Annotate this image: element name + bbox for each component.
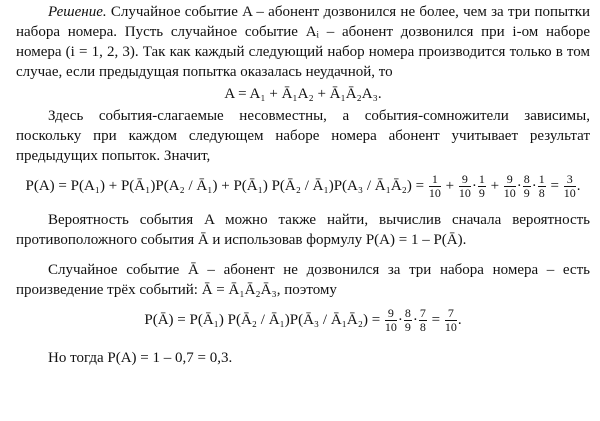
paragraph-solution [16, 2, 590, 82]
equation-2: P(A) = P(A₁) + P(Ā₁)P(A₂ / Ā₁) + P(Ā₁) P(Ā₂ / Ā₁)P(A₃ / Ā₁Ā₂) = $\frac{1}{10}$ + $\frac{9}{10}$ · $\frac{1}{9}$ + $\frac{9}{10}$ · $\frac{8}{9}$ · $\frac{1}{8}$ = $\frac{3}{10}$ . [25, 172, 581, 201]
fraction: $\frac{7}{8}$ [419, 306, 426, 335]
fraction: $\frac{3}{10}$ [563, 172, 576, 201]
equation-2-text: P(A) = P(A₁) + P(Ā₁)P(A₂ / Ā₁) + P(Ā₁) P(Ā₂ / Ā₁)P(A₃ / Ā₁Ā₂) = [25, 178, 425, 194]
fraction: $\frac{9}{10}$ [503, 172, 516, 201]
fraction: $\frac{9}{10}$ [458, 172, 471, 201]
paragraph-complement: Случайное событие Ā – абонент не дозвонился за три набора номера – есть произведение трёх событий: Ā = Ā₁Ā₂Ā₃, поэтому [16, 262, 590, 299]
fraction: $\frac{1}{8}$ [538, 172, 545, 201]
paragraph-probability: Вероятность события A можно также найти, вычислив сначала вероятность противоположного события Ā и использовав формулу P(A) = 1 – P(Ā). [16, 212, 590, 249]
fraction: $\frac{8}{9}$ [404, 306, 411, 335]
equation-3-text: P(Ā) = P(Ā₁) P(Ā₂ / Ā₁)P(Ā₃ / Ā₁Ā₂) = [144, 312, 381, 329]
fraction: $\frac{1}{9}$ [478, 172, 485, 201]
fraction: $\frac{7}{10}$ [444, 306, 457, 335]
fraction: $\frac{1}{10}$ [428, 172, 441, 201]
paragraph-conclusion: Но тогда P(A) = 1 – 0,7 = 0,3. [48, 350, 233, 367]
fraction: $\frac{8}{9}$ [523, 172, 530, 201]
fraction: $\frac{9}{10}$ [384, 306, 397, 335]
solution-label: Решение. [48, 4, 107, 20]
equation-3: P(Ā) = P(Ā₁) P(Ā₂ / Ā₁)P(Ā₃ / Ā₁Ā₂) = $\frac{9}{10}$ · $\frac{8}{9}$ · $\frac{7}{8}$ = $\frac{7}{10}$ . [144, 306, 462, 335]
equation-1: A = A₁ + Ā₁A₂ + Ā₁Ā₂A₃. [224, 86, 382, 102]
solution-text: Случайное событие A – абонент дозвонился не более, чем за три попытки набора номера. Пусть случайное событие Aᵢ – абонент дозвонился при i-ом наборе номера (i = 1, 2, 3). Так как каждый следующий набор номера производится только в том случае, если предыдущая попытка оказалась неудачной, то [16, 4, 591, 80]
paragraph-events: Здесь события-слагаемые несовместны, а события-сомножители зависимы, поскольку при каждом следующем наборе номера абонент учитывает результат предыдущих попыток. Значит, [16, 108, 590, 164]
